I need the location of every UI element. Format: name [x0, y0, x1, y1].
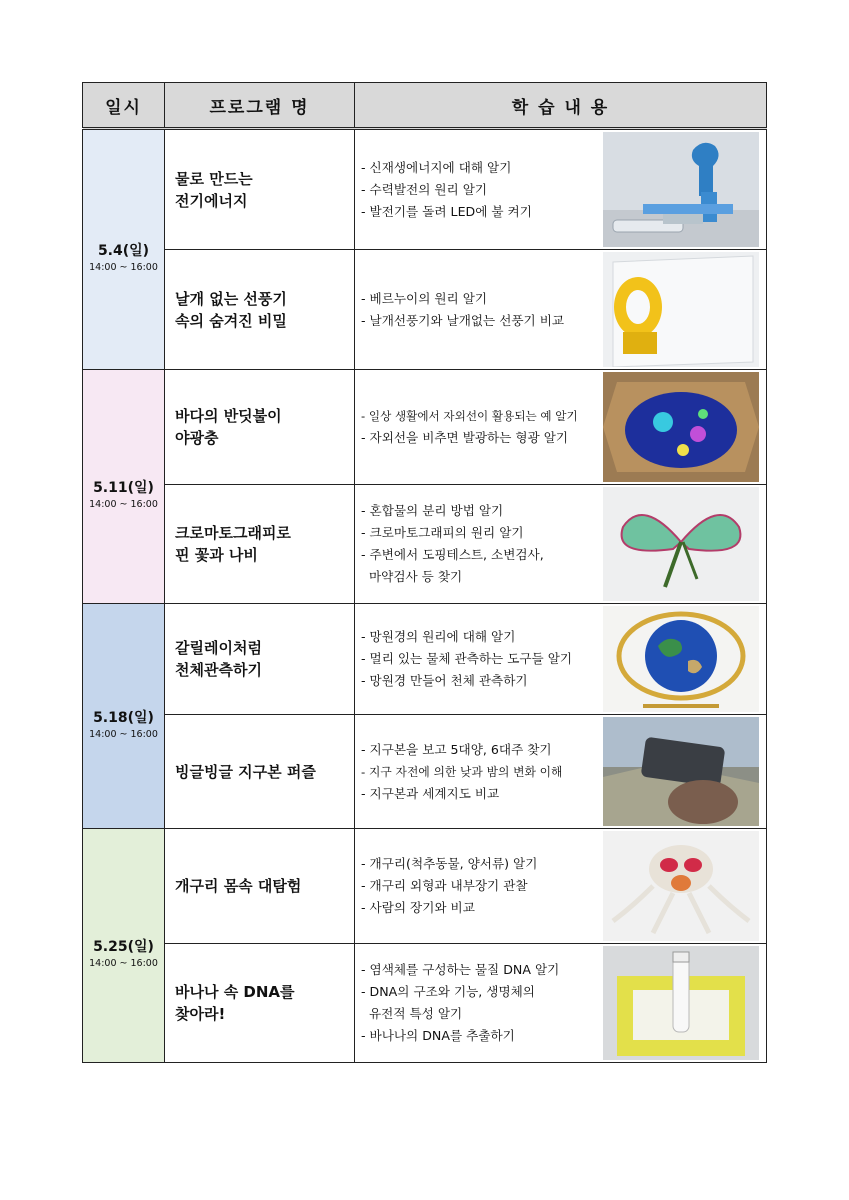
- date-cell: [83, 829, 165, 1063]
- program-title-line: 찾아라!: [175, 1005, 226, 1023]
- learning-content: [355, 829, 603, 944]
- content-line: - 혼합물의 분리 방법 알기: [361, 503, 504, 518]
- header-date: 일시: [83, 83, 165, 129]
- content-line: - 망원경의 원리에 대해 알기: [361, 629, 516, 644]
- program-photo-cell: [603, 370, 767, 485]
- learning-content: [355, 944, 603, 1063]
- program-name: [165, 250, 355, 370]
- learning-content: [355, 370, 603, 485]
- session-time: 14:00 ~ 16:00: [89, 499, 158, 510]
- program-name: [165, 604, 355, 715]
- date-cell: [83, 129, 165, 370]
- program-title-line: 전기에너지: [175, 191, 248, 210]
- content-line: - 날개선풍기와 날개없는 선풍기 비교: [361, 312, 565, 328]
- program-title-line: 크로마토그래피로: [175, 524, 291, 542]
- content-line: - 베르누이의 원리 알기: [361, 290, 488, 306]
- content-line: - 멀리 있는 물체 관측하는 도구들 알기: [361, 651, 573, 666]
- program-title-line: 날개 없는 선풍기: [175, 289, 287, 308]
- content-line: - 지구본을 보고 5대양, 6대주 찾기: [361, 741, 552, 757]
- program-title-line: 개구리 몸속 대탐험: [175, 877, 302, 895]
- program-title-line: 속의 숨겨진 비밀: [175, 311, 287, 330]
- learning-content: [355, 250, 603, 370]
- session-date: 5.4(일): [97, 243, 150, 259]
- program-name: [165, 485, 355, 604]
- program-title-line: 야광충: [175, 429, 219, 447]
- session-time: 14:00 ~ 16:00: [89, 262, 158, 273]
- content-line: - 바나나의 DNA를 추출하기: [361, 1028, 515, 1043]
- content-line: - 염색체를 구성하는 물질 DNA 알기: [361, 962, 560, 977]
- program-title-line: 물로 만드는: [175, 169, 253, 188]
- table-row: [83, 829, 767, 944]
- table-row: [83, 485, 767, 604]
- bladeless-fan-photo: [603, 252, 759, 367]
- program-name: [165, 829, 355, 944]
- program-photo-cell: [603, 829, 767, 944]
- globe-photo: [603, 606, 759, 712]
- program-photo-cell: [603, 944, 767, 1063]
- content-line: 유전적 특성 알기: [361, 1006, 463, 1021]
- date-cell: [83, 604, 165, 829]
- header-content: 학 습 내 용: [355, 83, 767, 129]
- uv-fluorescence-photo: [603, 372, 759, 482]
- program-photo-cell: [603, 715, 767, 829]
- content-line: - 사람의 장기와 비교: [361, 900, 475, 915]
- learning-content: [355, 715, 603, 829]
- program-name: [165, 129, 355, 250]
- table-row: [83, 370, 767, 485]
- session-date: 5.25(일): [93, 939, 154, 955]
- session-time: 14:00 ~ 16:00: [89, 958, 158, 969]
- content-line: - 수력발전의 원리 알기: [361, 181, 488, 197]
- program-title-line: 바다의 반딧불이: [175, 407, 282, 425]
- date-cell: [83, 370, 165, 604]
- content-line: 마약검사 등 찾기: [361, 569, 463, 584]
- learning-content: [355, 604, 603, 715]
- program-title-line: 핀 꽃과 나비: [175, 546, 258, 564]
- content-line: - 자외선을 비추면 발광하는 형광 알기: [361, 430, 569, 445]
- program-name: [165, 715, 355, 829]
- program-title-line: 갈릴레이처럼: [175, 639, 262, 657]
- schedule-table: [82, 82, 767, 1063]
- water-generator-photo: [603, 132, 759, 247]
- header-program: 프로그램 명: [165, 83, 355, 129]
- content-line: - 개구리(척추동물, 양서류) 알기: [361, 856, 538, 871]
- program-photo-cell: [603, 604, 767, 715]
- content-line: - 신재생에너지에 대해 알기: [361, 159, 512, 175]
- program-photo-cell: [603, 485, 767, 604]
- content-line: - DNA의 구조와 기능, 생명체의: [361, 984, 535, 999]
- content-line: - 지구 자전에 의한 낮과 밤의 변화 이해: [361, 764, 563, 779]
- program-title-line: 바나나 속 DNA를: [175, 983, 295, 1001]
- content-line: - 지구본과 세계지도 비교: [361, 785, 500, 801]
- learning-content: [355, 129, 603, 250]
- program-title-line: 천체관측하기: [175, 661, 262, 679]
- content-line: - 개구리 외형과 내부장기 관찰: [361, 878, 528, 893]
- chromatography-butterfly-photo: [603, 487, 759, 601]
- table-row: [83, 944, 767, 1063]
- program-name: [165, 370, 355, 485]
- session-date: 5.11(일): [93, 480, 154, 496]
- program-title-line: 빙글빙글 지구본 퍼즐: [175, 762, 316, 781]
- session-date: 5.18(일): [93, 709, 154, 726]
- table-row: [83, 604, 767, 715]
- program-name: [165, 944, 355, 1063]
- table-row: [83, 250, 767, 370]
- program-photo-cell: [603, 129, 767, 250]
- session-time: 14:00 ~ 16:00: [89, 728, 158, 740]
- content-line: - 크로마토그래피의 원리 알기: [361, 525, 524, 540]
- frog-model-photo: [603, 831, 759, 941]
- content-line: - 일상 생활에서 자외선이 활용되는 예 알기: [361, 409, 578, 423]
- program-photo-cell: [603, 250, 767, 370]
- telescope-photo: [603, 717, 759, 826]
- learning-content: [355, 485, 603, 604]
- test-tube-rack-photo: [603, 946, 759, 1060]
- content-line: - 망원경 만들어 천체 관측하기: [361, 673, 528, 688]
- content-line: - 주변에서 도핑테스트, 소변검사,: [361, 547, 544, 562]
- header-row: [83, 83, 767, 129]
- content-line: - 발전기를 돌려 LED에 불 켜기: [361, 203, 532, 219]
- table-row: [83, 129, 767, 250]
- table-row: [83, 715, 767, 829]
